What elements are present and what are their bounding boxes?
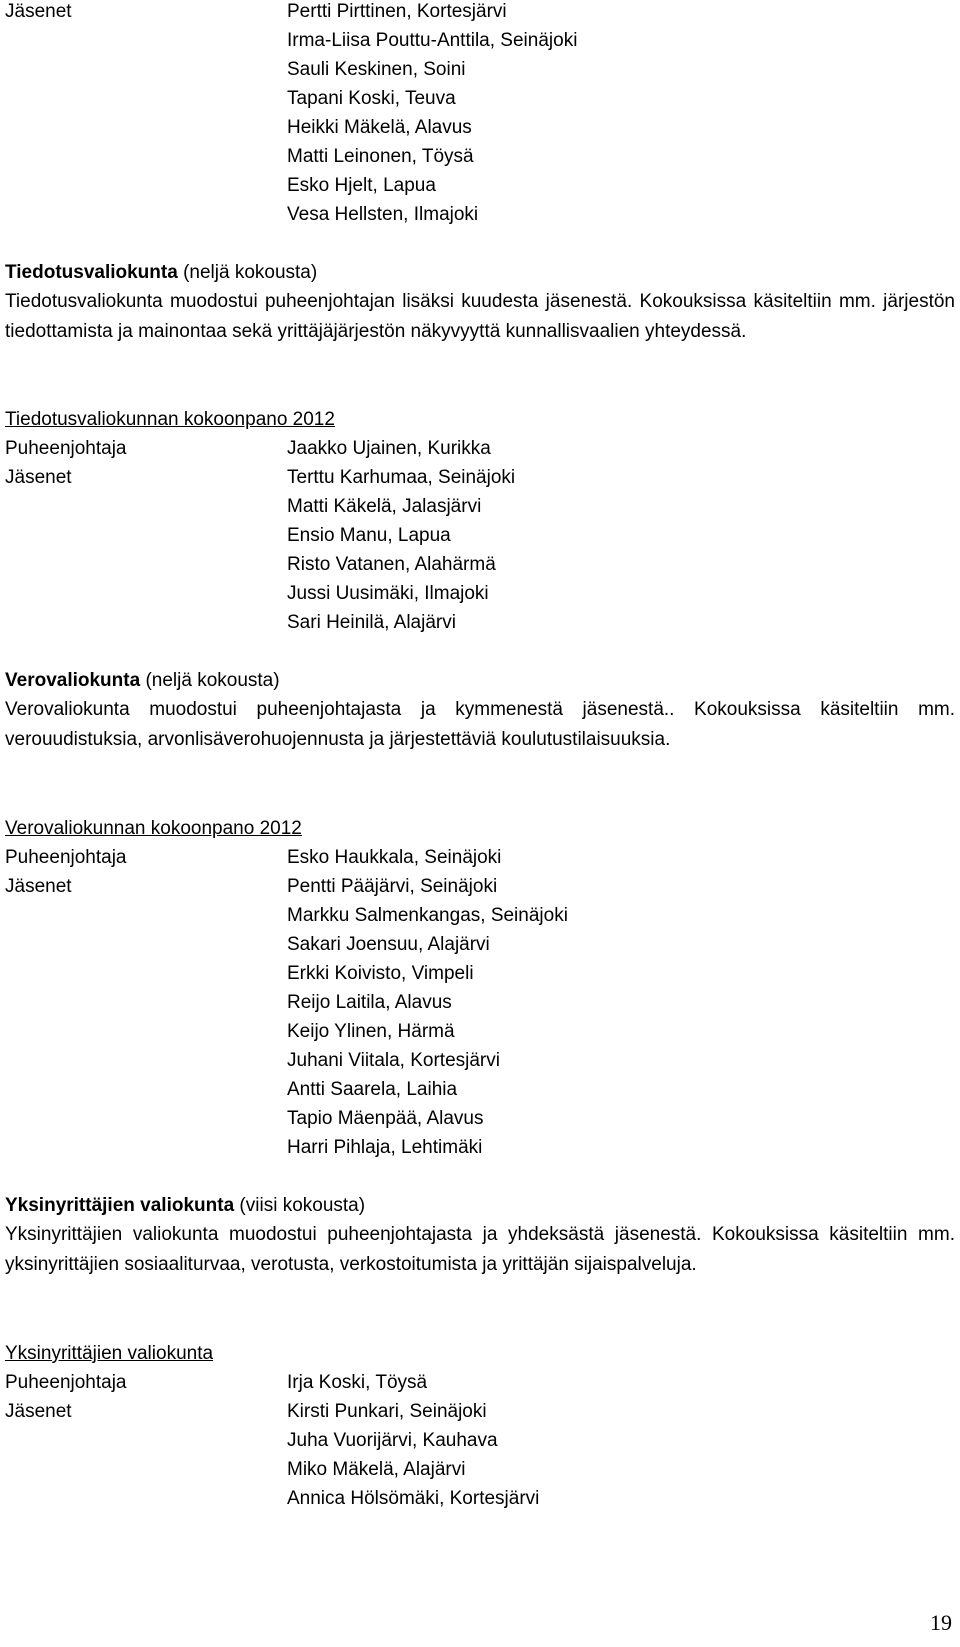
members-label: Jäsenet <box>5 1401 72 1422</box>
member-name: Heikki Mäkelä, Alavus <box>287 117 472 138</box>
member-row <box>5 521 451 550</box>
member-row <box>5 550 496 579</box>
member-name: Sari Heinilä, Alajärvi <box>287 612 456 633</box>
member-name: Irma-Liisa Pouttu-Anttila, Seinäjoki <box>287 30 578 51</box>
members-row <box>5 1397 487 1426</box>
chair-name: Esko Haukkala, Seinäjoki <box>287 847 502 868</box>
member-name: Keijo Ylinen, Härmä <box>287 1021 455 1042</box>
member-name: Annica Hölsömäki, Kortesjärvi <box>287 1488 540 1509</box>
chair-row <box>5 434 491 463</box>
member-name: Tapio Mäenpää, Alavus <box>287 1108 484 1129</box>
member-row <box>5 608 456 637</box>
chair-label: Puheenjohtaja <box>5 438 127 459</box>
member-name: Terttu Karhumaa, Seinäjoki <box>287 467 516 488</box>
member-row <box>5 492 481 521</box>
member-name: Matti Käkelä, Jalasjärvi <box>287 496 482 517</box>
member-row <box>5 930 490 959</box>
composition-title: Verovaliokunnan kokoonpano 2012 <box>5 818 302 839</box>
member-row <box>5 1075 457 1104</box>
member-row <box>5 55 466 84</box>
committee-name: Yksinyrittäjien valiokunta <box>5 1195 235 1216</box>
member-name: Kirsti Punkari, Seinäjoki <box>287 1401 487 1422</box>
committee-description: Tiedotusvaliokunta muodostui puheenjohtajan lisäksi kuudesta jäsenestä. Kokouksissa käsiteltiin mm. järjestön tiedottamista ja mainontaa sekä yrittäjäjärjestön näkyvyyttä kunnallisvaalien yhteydessä. <box>5 291 955 342</box>
meeting-count: (neljä kokousta) <box>177 262 318 283</box>
composition-title: Yksinyrittäjien valiokunta <box>5 1343 214 1364</box>
member-row <box>5 1484 539 1513</box>
member-row <box>5 1133 482 1162</box>
member-row <box>5 1046 500 1075</box>
member-row <box>5 1455 465 1484</box>
member-name: Reijo Laitila, Alavus <box>287 992 452 1013</box>
member-row <box>5 579 489 608</box>
composition-title: Tiedotusvaliokunnan kokoonpano 2012 <box>5 409 335 430</box>
member-name: Vesa Hellsten, Ilmajoki <box>287 204 479 225</box>
member-row <box>5 26 577 55</box>
member-row <box>5 171 436 200</box>
committee-heading <box>5 666 280 695</box>
member-name: Matti Leinonen, Töysä <box>287 146 474 167</box>
member-row <box>5 84 456 113</box>
member-row <box>5 988 452 1017</box>
member-row <box>5 1017 455 1046</box>
chair-name: Jaakko Ujainen, Kurikka <box>287 438 491 459</box>
members-row <box>5 872 497 901</box>
member-name: Ensio Manu, Lapua <box>287 525 451 546</box>
member-name: Esko Hjelt, Lapua <box>287 175 436 196</box>
chair-row <box>5 843 501 872</box>
member-row <box>5 200 478 229</box>
member-row <box>5 901 568 930</box>
committee-heading <box>5 258 317 287</box>
members-row <box>5 463 515 492</box>
member-name: Sauli Keskinen, Soini <box>287 59 466 80</box>
member-row <box>5 1104 483 1133</box>
members-row <box>5 0 507 26</box>
member-name: Jussi Uusimäki, Ilmajoki <box>287 583 489 604</box>
committee-description: Yksinyrittäjien valiokunta muodostui puheenjohtajasta ja yhdeksästä jäsenestä. Kokouksissa käsiteltiin mm. yksinyrittäjien sosiaaliturvaa, verotusta, verkostoitumista ja yrittäjän sijaispalveluja. <box>5 1224 955 1275</box>
member-row <box>5 959 474 988</box>
member-name: Miko Mäkelä, Alajärvi <box>287 1459 466 1480</box>
member-name: Antti Saarela, Laihia <box>287 1079 458 1100</box>
member-row <box>5 113 472 142</box>
member-row <box>5 1426 498 1455</box>
members-label: Jäsenet <box>5 1 72 22</box>
member-name: Erkki Koivisto, Vimpeli <box>287 963 474 984</box>
members-label: Jäsenet <box>5 467 72 488</box>
chair-name: Irja Koski, Töysä <box>287 1372 428 1393</box>
member-name: Pertti Pirttinen, Kortesjärvi <box>287 1 507 22</box>
committee-name: Verovaliokunta <box>5 670 141 691</box>
member-name: Harri Pihlaja, Lehtimäki <box>287 1137 483 1158</box>
chair-row <box>5 1368 427 1397</box>
member-name: Juha Vuorijärvi, Kauhava <box>287 1430 498 1451</box>
member-name: Juhani Viitala, Kortesjärvi <box>287 1050 500 1071</box>
committee-heading <box>5 1191 365 1220</box>
member-row <box>5 142 474 171</box>
committee-name: Tiedotusvaliokunta <box>5 262 178 283</box>
member-name: Tapani Koski, Teuva <box>287 88 456 109</box>
meeting-count: (viisi kokousta) <box>234 1195 366 1216</box>
chair-label: Puheenjohtaja <box>5 847 127 868</box>
members-label: Jäsenet <box>5 876 72 897</box>
committee-description: Verovaliokunta muodostui puheenjohtajasta ja kymmenestä jäsenestä.. Kokouksissa käsiteltiin mm. verouudistuksia, arvonlisäverohuojennusta ja järjestettäviä koulutustilaisuuksia. <box>5 699 955 750</box>
member-name: Sakari Joensuu, Alajärvi <box>287 934 490 955</box>
meeting-count: (neljä kokousta) <box>140 670 280 691</box>
chair-label: Puheenjohtaja <box>5 1372 127 1393</box>
member-name: Markku Salmenkangas, Seinäjoki <box>287 905 568 926</box>
page-number: 19 <box>930 1610 952 1635</box>
member-name: Pentti Pääjärvi, Seinäjoki <box>287 876 498 897</box>
member-name: Risto Vatanen, Alahärmä <box>287 554 496 575</box>
